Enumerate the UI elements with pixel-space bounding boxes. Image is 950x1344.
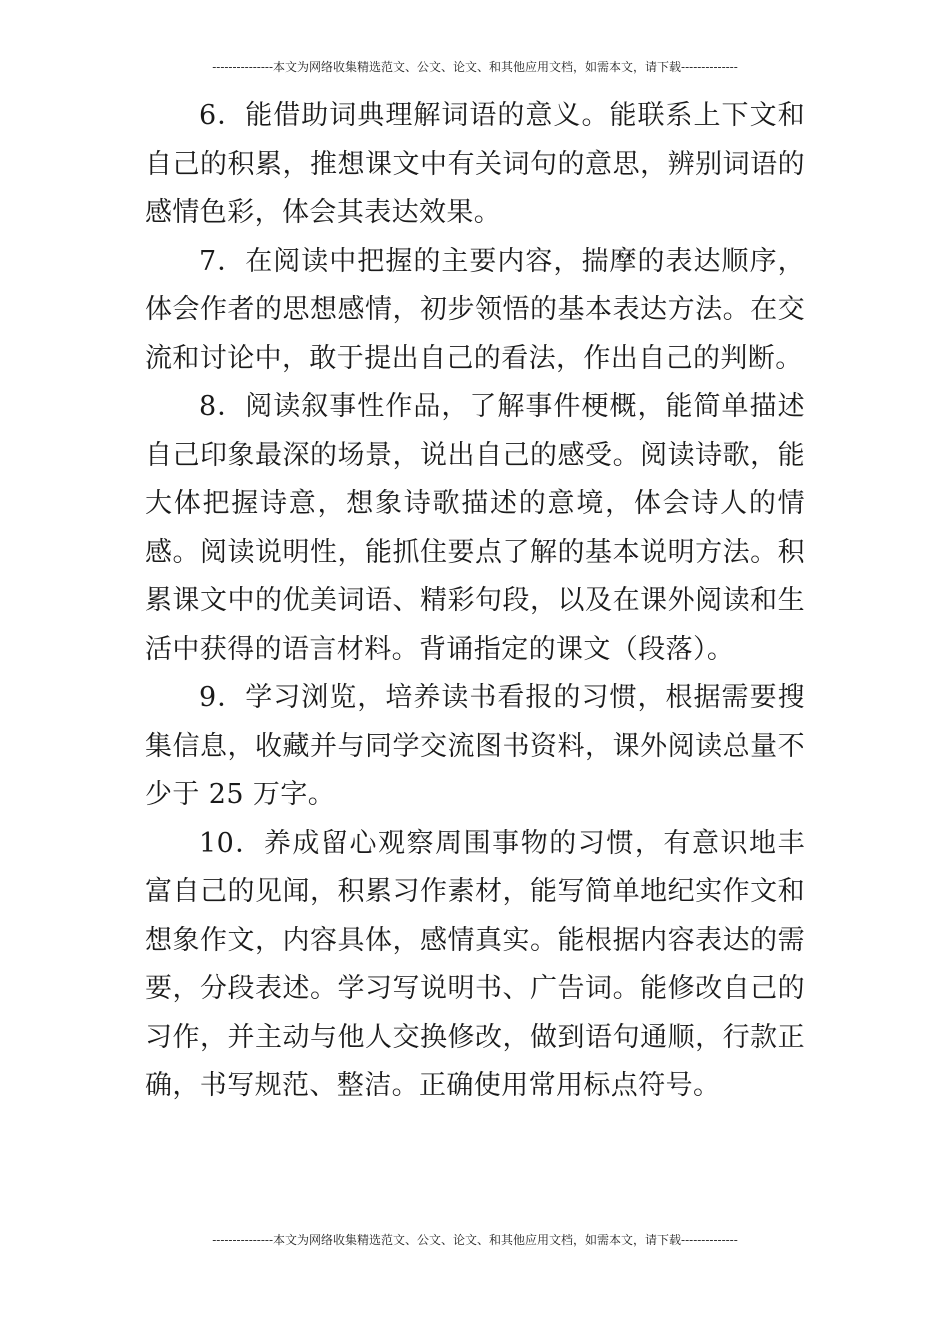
paragraph-9: 9．学习浏览，培养读书看报的习惯，根据需要搜集信息，收藏并与同学交流图书资料，课外阅读总量不少于 25 万字。: [145, 682, 805, 810]
document-body: [145, 92, 805, 1111]
page-footer: ---------------本文为网络收集精选范文、公文、论文、和其他应用文档，如需本文，请下载--------------: [212, 1233, 738, 1247]
paragraph-8: 8．阅读叙事性作品，了解事件梗概，能简单描述自己印象最深的场景，说出自己的感受。阅读诗歌，能大体把握诗意，想象诗歌描述的意境，体会诗人的情感。阅读说明性，能抓住要点了解的基本说明方法。积累课文中的优美词语、精彩句段，以及在课外阅读和生活中获得的语言材料。背诵指定的课文（段落）。: [145, 391, 805, 665]
paragraph-10: 10．养成留心观察周围事物的习惯，有意识地丰富自己的见闻，积累习作素材，能写简单地纪实作文和想象作文，内容具体，感情真实。能根据内容表达的需要，分段表述。学习写说明书、广告词。能修改自己的习作，并主动与他人交换修改，做到语句通顺，行款正确，书写规范、整洁。正确使用常用标点符号。: [145, 827, 805, 1101]
paragraph-7: 7．在阅读中把握的主要内容，揣摩的表达顺序，体会作者的思想感情，初步领悟的基本表达方法。在交流和讨论中，敢于提出自己的看法，作出自己的判断。: [145, 245, 805, 374]
paragraph-6: 6．能借助词典理解词语的意义。能联系上下文和自己的积累，推想课文中有关词句的意思，辨别词语的感情色彩，体会其表达效果。: [145, 100, 805, 228]
page-header: ---------------本文为网络收集精选范文、公文、论文、和其他应用文档，如需本文，请下载--------------: [212, 60, 738, 74]
